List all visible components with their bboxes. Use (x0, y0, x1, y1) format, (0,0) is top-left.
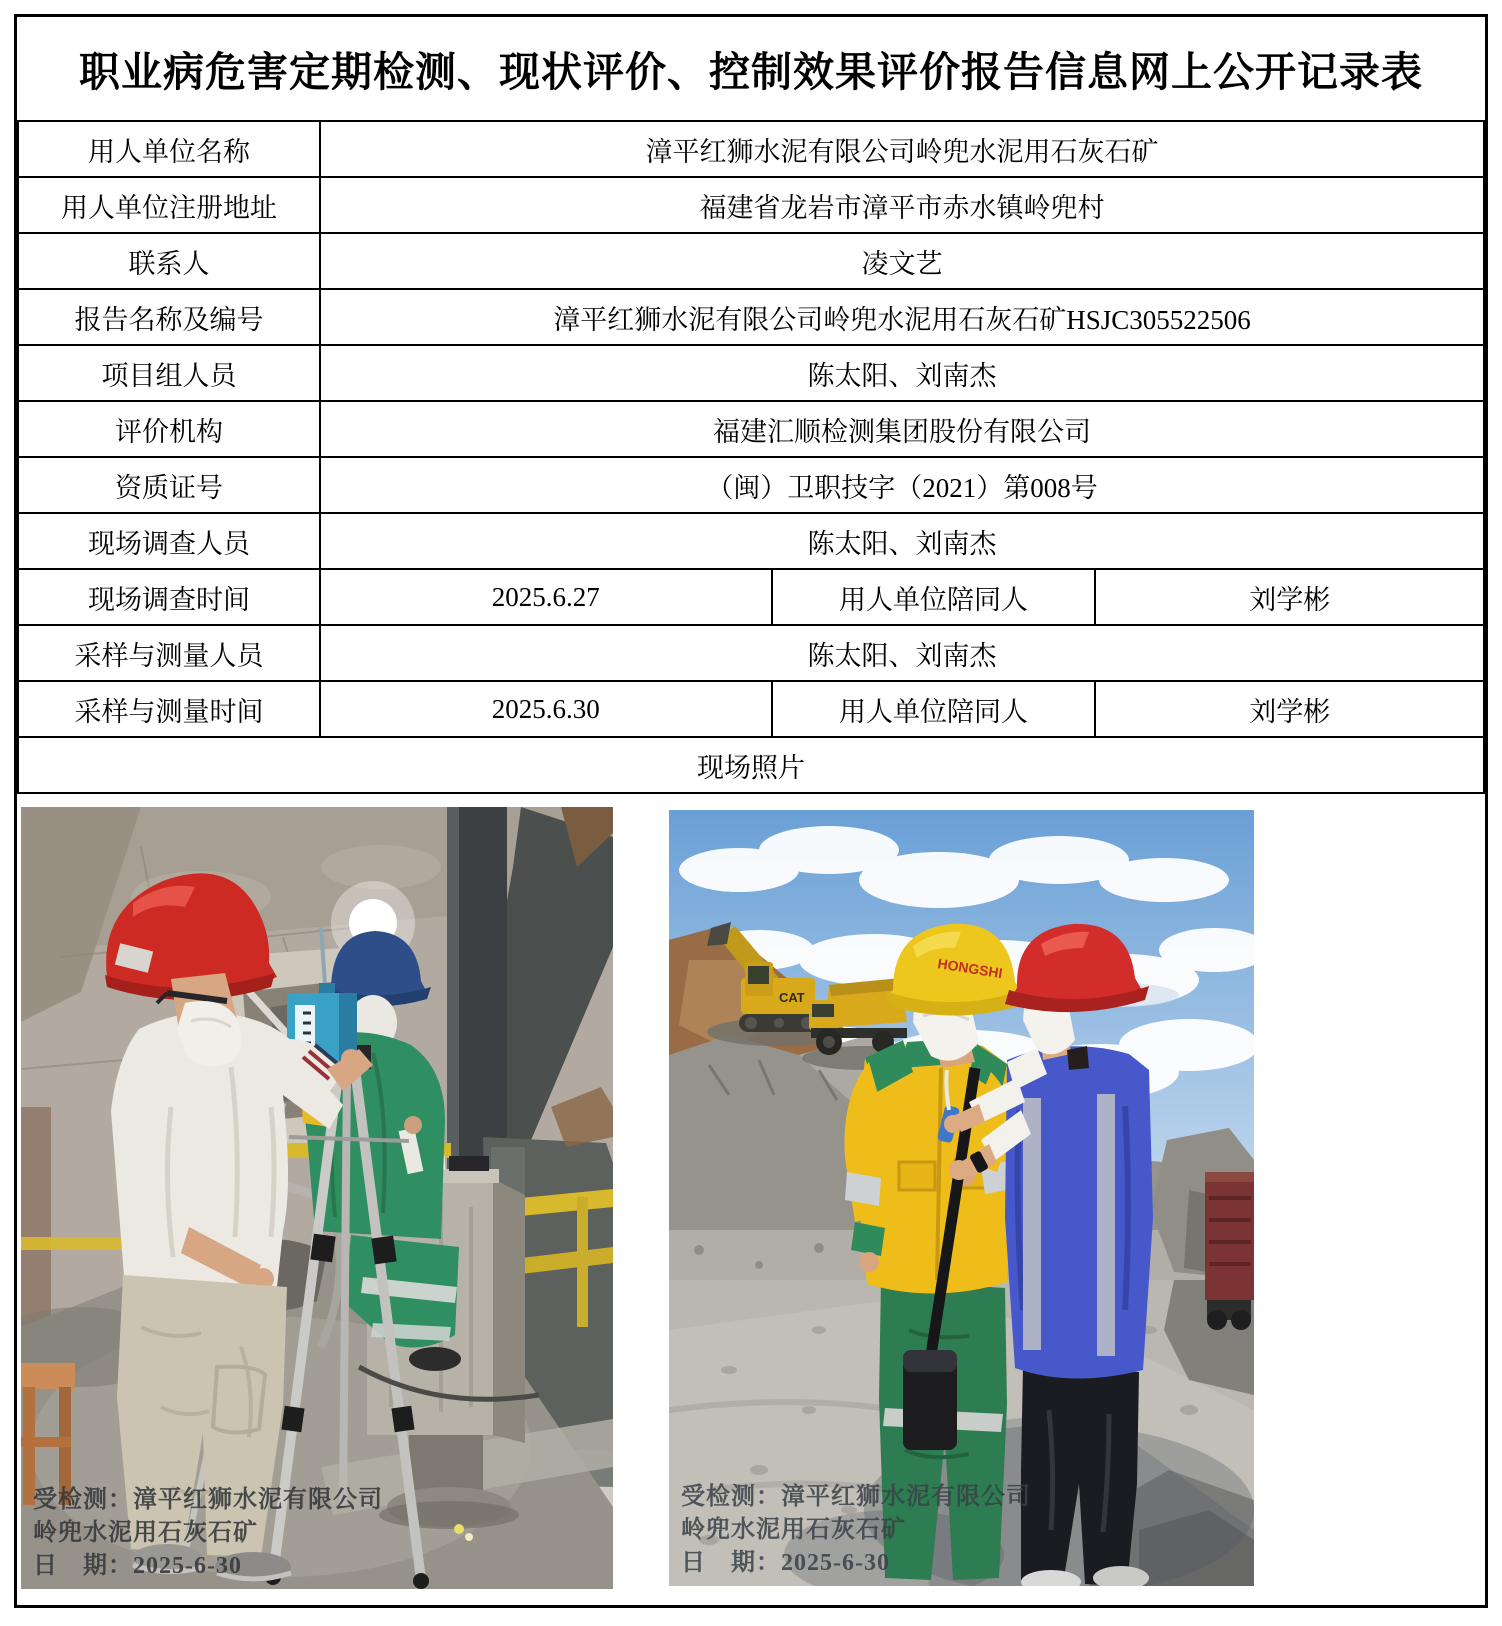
table-row (18, 233, 1484, 289)
row-value-report-name-number: 漳平红狮水泥有限公司岭兜水泥用石灰石矿HSJC305522506 (320, 289, 1484, 345)
watermark-line: 日 期：2025-6-30 (681, 1550, 890, 1576)
table-row (18, 569, 1484, 625)
row-label-employer-address: 用人单位注册地址 (18, 177, 320, 233)
excavator-brand-text: CAT (779, 990, 805, 1005)
indoor-sampling-illustration (21, 807, 613, 1589)
row-value-contact-person: 凌文艺 (320, 233, 1484, 289)
quarry-sampling-illustration (669, 810, 1254, 1586)
row-label-qualification-certificate: 资质证号 (18, 457, 320, 513)
table-row (18, 177, 1484, 233)
site-photo-quarry-sampler (669, 810, 1254, 1586)
row-label-sampling-personnel: 采样与测量人员 (18, 625, 320, 681)
table-row (18, 681, 1484, 737)
table-row (18, 625, 1484, 681)
row-label-report-name-number: 报告名称及编号 (18, 289, 320, 345)
row-label-site-survey-personnel: 现场调查人员 (18, 513, 320, 569)
row-label-accompanying-person-survey: 用人单位陪同人 (772, 569, 1096, 625)
photo-watermark (681, 1481, 1031, 1580)
page-title: 职业病危害定期检测、现状评价、控制效果评价报告信息网上公开记录表 (79, 49, 1423, 95)
row-label-site-survey-time: 现场调查时间 (18, 569, 320, 625)
red-truck-icon (1205, 1172, 1254, 1330)
watermark-line: 岭兜水泥用石灰石矿 (681, 1517, 906, 1543)
table-row (18, 513, 1484, 569)
table-row (18, 289, 1484, 345)
watermark-line: 受检测：漳平红狮水泥有限公司 (33, 1487, 383, 1513)
helmet-brand-text: HONGSHI (936, 955, 1004, 982)
record-sheet (14, 14, 1488, 1608)
record-table (17, 120, 1485, 794)
site-photos-header: 现场照片 (18, 737, 1484, 793)
table-row (18, 121, 1484, 177)
photo-watermark (33, 1484, 383, 1583)
row-label-project-team: 项目组人员 (18, 345, 320, 401)
row-value-site-survey-personnel: 陈太阳、刘南杰 (320, 513, 1484, 569)
site-photos-area (17, 794, 1485, 1605)
row-label-employer-name: 用人单位名称 (18, 121, 320, 177)
row-value-sampling-time: 2025.6.30 (320, 681, 772, 737)
row-label-contact-person: 联系人 (18, 233, 320, 289)
watermark-line: 受检测：漳平红狮水泥有限公司 (681, 1484, 1031, 1510)
row-value-evaluation-agency: 福建汇顺检测集团股份有限公司 (320, 401, 1484, 457)
table-row (18, 737, 1484, 793)
site-photo-indoor-sampling (21, 807, 613, 1589)
row-label-sampling-time: 采样与测量时间 (18, 681, 320, 737)
row-value-site-survey-time: 2025.6.27 (320, 569, 772, 625)
row-value-employer-address: 福建省龙岩市漳平市赤水镇岭兜村 (320, 177, 1484, 233)
row-value-employer-name: 漳平红狮水泥有限公司岭兜水泥用石灰石矿 (320, 121, 1484, 177)
table-row (18, 345, 1484, 401)
row-value-sampling-personnel: 陈太阳、刘南杰 (320, 625, 1484, 681)
watermark-line: 岭兜水泥用石灰石矿 (33, 1520, 258, 1546)
row-label-evaluation-agency: 评价机构 (18, 401, 320, 457)
row-value-accompanying-person-survey: 刘学彬 (1095, 569, 1484, 625)
row-label-accompanying-person-sampling: 用人单位陪同人 (772, 681, 1096, 737)
table-row (18, 401, 1484, 457)
row-value-qualification-certificate: （闽）卫职技字（2021）第008号 (320, 457, 1484, 513)
watermark-line: 日 期：2025-6-30 (33, 1553, 242, 1579)
row-value-accompanying-person-sampling: 刘学彬 (1095, 681, 1484, 737)
table-row (18, 457, 1484, 513)
row-value-project-team: 陈太阳、刘南杰 (320, 345, 1484, 401)
